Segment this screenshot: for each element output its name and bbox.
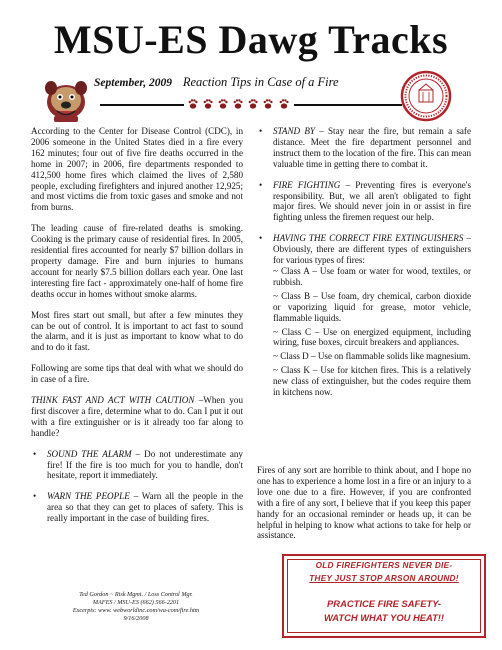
think-fast-paragraph: [31, 395, 243, 439]
bullet-heading: SOUND THE ALARM: [47, 448, 132, 459]
list-item: [257, 180, 471, 224]
callout-slogan-line-2: WATCH WHAT YOU HEAT!!: [323, 612, 445, 623]
msu-seal-icon: [400, 70, 452, 122]
list-item: [257, 126, 471, 170]
issue-subheading: [94, 75, 404, 90]
extinguisher-class-d: ~ Class D – Use on flammable solids like magnesium.: [273, 351, 471, 362]
issue-date: September, 2009: [94, 77, 172, 89]
callout-slogan-line-1: PRACTICE FIRE SAFETY-: [327, 598, 441, 609]
bullet-icon: •: [259, 233, 263, 244]
paw-print-icon: [219, 99, 228, 108]
extinguisher-class-k: ~ Class K – Use for kitchen fires. This is a relatively new class of extinguisher, but the codes require them in kitchens now.: [273, 365, 471, 398]
callout-joke-line-1: OLD FIREFIGHTERS NEVER DIE-: [315, 561, 453, 570]
newsletter-title: MSU-ES Dawg Tracks: [53, 17, 449, 62]
paw-print-divider: [187, 96, 293, 112]
credit-line: 9/16/2008: [123, 615, 149, 622]
paw-print-icon: [234, 99, 243, 108]
left-column: [31, 126, 243, 534]
callout-joke-line-2: THEY JUST STOP ARSON AROUND!: [309, 574, 459, 583]
intro-paragraph: According to the Center for Disease Control (CDC), in 2006 someone in the United States died in a fire every 162 minutes; four out of five fire deaths occurred in the home in 2007; in 2006, fire departments responded to 412,500 home fires which claimed the lives of 2,580 people, excluding firefighters and injured another 12,925; and most victims die from toxic gases and smoke and not from burns.: [31, 126, 243, 213]
bullet-body: – Preventing fires is everyone's responsibility. But, we all aren't obligated to fight major fires. We should never join in or assist in fire fighting unless the firemen request our help.: [273, 179, 471, 223]
bullet-body: – Do not underestimate any fire! If the fire is too much for you to handle, don't hesitate, report it immediately.: [47, 448, 243, 481]
paw-print-icon: [280, 99, 289, 108]
bullet-heading: HAVING THE CORRECT FIRE EXTINGUISHERS: [273, 233, 464, 244]
paw-print-icon: [189, 99, 198, 108]
issue-topic: Reaction Tips in Case of a Fire: [182, 75, 339, 89]
bullet-heading: FIRE FIGHTING: [273, 179, 341, 190]
extinguisher-class-c: ~ Class C – Use on energized equipment, including wiring, fuse boxes, circuit breakers and appliances.: [273, 326, 471, 348]
paw-print-icon: [264, 99, 273, 108]
think-fast-body: –When you first discover a fire, determine what to do. Can I put it out with a fire extinguisher or is it already too far along to handle?: [31, 395, 243, 438]
list-item: [31, 449, 243, 482]
list-item: [31, 491, 243, 524]
paw-print-icon: [249, 99, 258, 108]
tips-intro-paragraph: Following are some tips that deal with what we should do in case of a fire.: [31, 363, 243, 385]
fire-safety-callout: [282, 554, 486, 638]
think-fast-heading: THINK FAST AND ACT WITH CAUTION: [31, 395, 195, 406]
paw-print-icon: [204, 99, 213, 108]
header-rule-left: [100, 104, 184, 106]
credit-line: Ted Gordon ~ Risk Mgmt. / Loss Control Mgr.: [79, 591, 193, 598]
bullet-icon: •: [33, 491, 37, 502]
closing-paragraph: Fires of any sort are horrible to think about, and I hope no one has to experience a home lost in a fire or an injury to a love one due to a fire. However, if you are confronted with a fire of any sort, I believe that if you keep this paper handy for an occasional reminder or heads up, it can be helpful in helping to know what actions to take for help or assistance.: [257, 465, 471, 541]
list-item: [257, 233, 471, 398]
credit-line: Excerpts: www. webworldinc.com/wa-com/fire.htm: [72, 607, 200, 614]
right-column: [257, 126, 471, 401]
extinguisher-class-a: ~ Class A – Use foam or water for wood, textiles, or rubbish.: [273, 265, 471, 287]
extinguisher-class-b: ~ Class B – Use foam, dry chemical, carbon dioxide or vaporizing liquid for grease, motor vehicle, flammable liquids.: [273, 290, 471, 323]
author-credits: [36, 591, 236, 623]
bullet-body: – Warn all the people in the area so that they can get to places of safety. This is really important in the case of building fires.: [47, 491, 243, 524]
causes-paragraph: The leading cause of fire-related deaths is smoking. Cooking is the primary cause of residential fires. In 2005, residential fires accounted for nearly $7 billion dollars in property damage. Fire and burn injuries to humans account for nearly $7.5 billion dollars each year. One last interesting fire fact - approximately one-half of home fire deaths occur in homes without smoke alarms.: [31, 223, 243, 299]
act-fast-paragraph: Most fires start out small, but after a few minutes they can be out of control. It is important to act fast to sound the alarm, and it is just as important to know what to do and to do it fast.: [31, 309, 243, 353]
bulldog-mascot-icon: [40, 72, 92, 124]
credit-line: MAFES / MSU-ES (662) 566-2201: [92, 599, 180, 606]
bullet-body: – Stay near the fire, but remain a safe distance. Meet the fire department personnel and instruct them to the location of the fire. This can mean valuable time in getting there to combat it.: [273, 126, 471, 169]
bullet-heading: STAND BY: [273, 126, 315, 136]
bullet-icon: •: [259, 126, 263, 136]
header-rule-right: [294, 104, 402, 106]
bullet-icon: •: [259, 179, 263, 190]
bullet-body: – Obviously, there are different types of extinguishers for various types of fires:: [273, 233, 471, 266]
bullet-heading: WARN THE PEOPLE: [47, 491, 130, 502]
bullet-icon: •: [33, 448, 37, 459]
